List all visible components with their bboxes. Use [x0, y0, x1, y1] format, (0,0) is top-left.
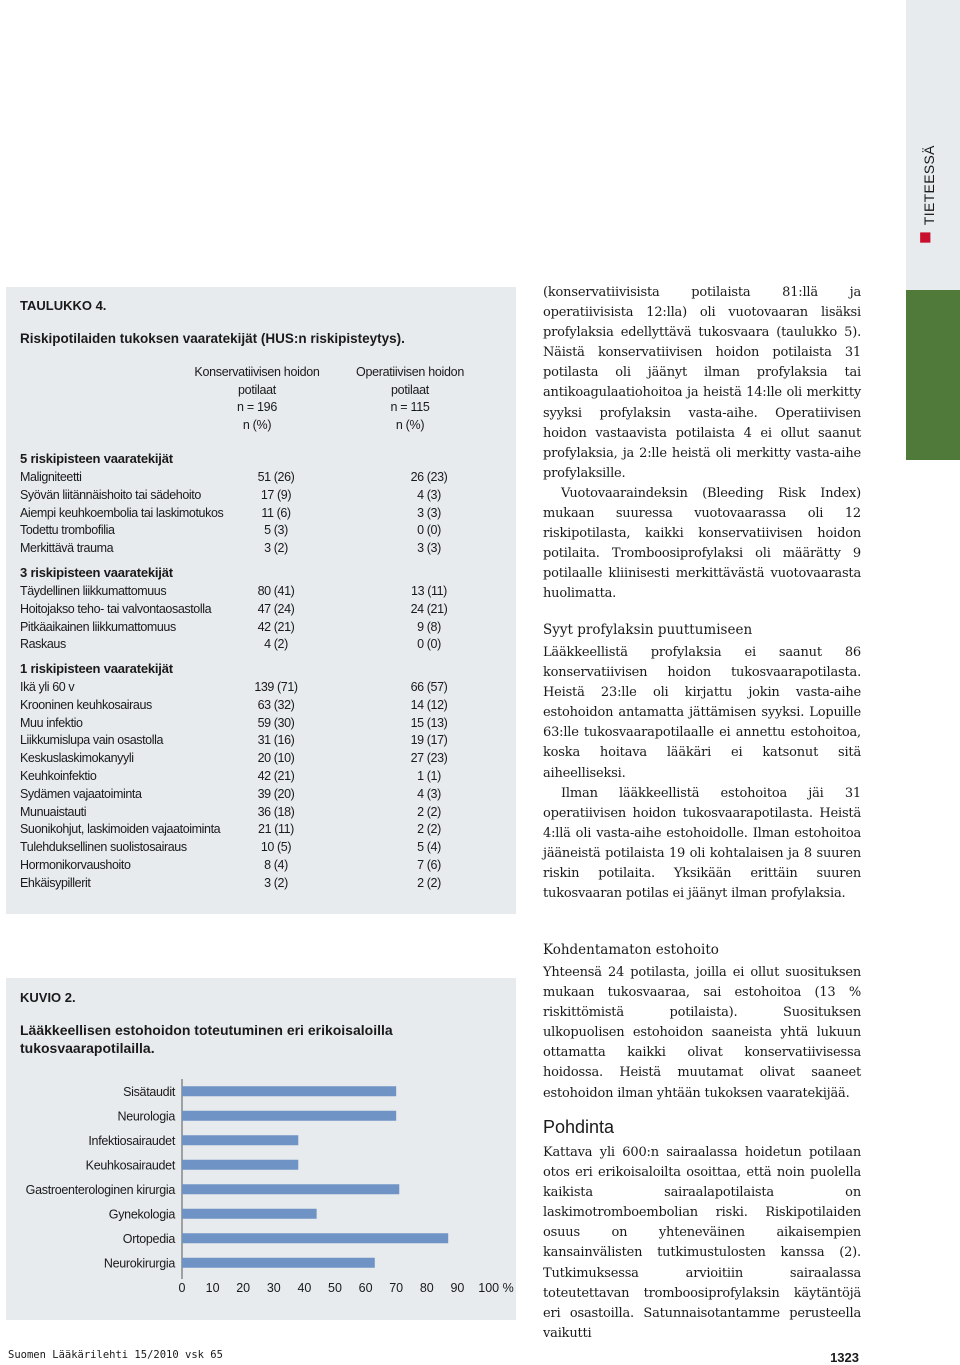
table-cell-conservative: 47 (24) — [257, 601, 295, 616]
table-cell-operative: 9 (8) — [417, 619, 441, 634]
table-cell-label: Aiempi keuhkoembolia tai laskimotukos — [20, 505, 224, 520]
table-cell-label: Maligniteetti — [20, 470, 82, 484]
table-cell-conservative: 39 (20) — [257, 786, 295, 801]
table-row — [20, 751, 480, 769]
table-cell-operative: 15 (13) — [410, 715, 448, 730]
bar-chart — [6, 1075, 516, 1300]
table-cell-operative: 0 (0) — [417, 637, 441, 652]
table-cell-label: Hoitojakso teho- tai valvontaosastolla — [20, 601, 212, 616]
table-cell-operative: 2 (2) — [417, 875, 441, 890]
table-cell-operative: 19 (17) — [410, 733, 448, 748]
figure-label: KUVIO 2. — [20, 990, 76, 1005]
table-cell-label: Suonikohjut, laskimoiden vajaatoiminta — [20, 822, 221, 837]
category-label: Infektiosairaudet — [88, 1133, 175, 1148]
x-tick-label: 20 — [236, 1281, 251, 1295]
figure-title: Lääkkeellisen estohoidon toteutuminen eri erikoisaloilla tukosvaarapotilailla. — [20, 1022, 393, 1056]
table-cell-label: Raskaus — [20, 637, 66, 652]
table-cell-label: Täydellinen liikkumattomuus — [20, 584, 167, 598]
x-tick-label: 0 — [178, 1281, 186, 1295]
table-cell-conservative: 80 (41) — [257, 584, 295, 598]
article-paragraph-1: (konservatiivisista potilaista 81:llä ja operatiivisista 12:lla) oli vuotovaaran lisäksi profylaksia edellyttävä tukosvaara (taulukko 5). Näistä konservatiivisen hoidon potilaista 31 potilasta oli jäänyt ilman profylaksia tai antikoagulaatiohoitoa ja heistä 14:lle oli merkitty syyksi profylaksin vasta-aihe. Operatiivisen hoidon vastaavista potilaista 4 ei ollut saanut profylaksia, ja 2:lle heistä oli merkitty vasta-aihe profylaksille. Vuotovaaraindeksin (Bleeding Risk Index) mukaan suuressa vuotovaarassa oli 12 riskipotilasta, kaikki konservatiivisen hoidon potilaita. Tromboosiprofylaksi oli määrätty 9 potilaalle kliinisesti merkittävästä vuotovaarasta huolimatta. — [543, 285, 861, 602]
table-row — [20, 470, 480, 488]
table-cell-conservative: 139 (71) — [254, 680, 298, 694]
table-cell-conservative: 3 (2) — [264, 875, 288, 890]
table-cell-label: Merkittävä trauma — [20, 541, 114, 556]
table-cell-conservative: 42 (21) — [257, 769, 295, 783]
table-col2-header: Operatiivisen hoidon potilaat n = 115 n (%) — [356, 365, 464, 432]
article-paragraph-3: Lääkkeellistä profylaksia ei saanut 86 konservatiivisen hoidon tukosvaarapotilasta. Heistä 23:lle oli kirjattu jokin vasta-aihe estohoidon antamatta jättämisen syyksi. Lopuille 63:lle tukosvaarapotilaalle ei annettu estohoitoa, koska hoitava lääkäri ei katsonut sitä aiheelliseksi. Ilman lääkkeellistä estohoitoa jäi 31 operatiivisen hoidon tukosvaarapotilasta. Heistä 4:llä oli vasta-aihe estohoidolle. Ilman estohoitoa jääneistä potilaista 19 oli kohtalaisen ja 8 suuren riskin potilaita. Yksikään erittäin suuren tukosvaaran potilas ei jäänyt ilman profylaksia. — [543, 645, 861, 902]
table-row — [20, 787, 480, 805]
category-label: Gynekologia — [108, 1207, 175, 1222]
table-cell-conservative: 59 (30) — [257, 715, 295, 730]
side-tab-green — [906, 290, 960, 460]
table-cell-conservative: 31 (16) — [257, 733, 295, 748]
table-cell-operative: 24 (21) — [410, 601, 448, 616]
table-cell-label: Ehkäisypillerit — [20, 875, 91, 890]
x-tick-label: 80 — [419, 1281, 434, 1295]
table-cell-label: Syövän liitännäishoito tai sädehoito — [20, 487, 201, 502]
x-tick-label: 30 — [266, 1281, 281, 1295]
table-cell-operative: 0 (0) — [417, 523, 441, 538]
table-cell-operative: 2 (2) — [417, 804, 441, 819]
table-row — [20, 698, 480, 716]
table-cell-operative: 66 (57) — [410, 680, 448, 694]
category-label: Neurokirurgia — [103, 1256, 175, 1271]
table-section-heading: 3 riskipisteen vaaratekijät — [20, 565, 173, 580]
table-cell-label: Krooninen keuhkosairaus — [20, 697, 152, 712]
table-row — [20, 733, 480, 751]
table-row — [20, 805, 480, 823]
table-row — [20, 680, 480, 698]
category-label: Gastroenterologinen kirurgia — [25, 1182, 175, 1197]
bar — [182, 1209, 317, 1219]
table-cell-label: Hormonikorvaushoito — [20, 858, 131, 872]
table-cell-operative: 26 (23) — [410, 470, 448, 484]
heading-pohdinta: Pohdinta — [543, 1117, 615, 1137]
table-row — [20, 602, 480, 620]
x-tick-label: 100 % — [478, 1281, 514, 1295]
table-cell-label: Keuhkoinfektio — [20, 769, 97, 783]
table-row — [20, 769, 480, 787]
table-cell-label: Liikkumislupa vain osastolla — [20, 733, 164, 748]
table-cell-label: Tulehduksellinen suolistosairaus — [20, 840, 187, 855]
section-tab-text: TIETEESSÄ — [921, 145, 938, 226]
table-cell-operative: 13 (11) — [411, 584, 447, 598]
table-cell-operative: 3 (3) — [417, 505, 441, 520]
table-cell-operative: 4 (3) — [417, 786, 441, 801]
table-cell-label: Keskuslaskimokanyyli — [20, 751, 134, 766]
x-tick-label: 40 — [297, 1281, 312, 1295]
table-row — [20, 858, 480, 876]
category-label: Ortopedia — [122, 1231, 175, 1246]
x-tick-label: 10 — [205, 1281, 220, 1295]
table-row — [20, 716, 480, 734]
table-cell-conservative: 4 (2) — [264, 637, 288, 652]
x-tick-label: 60 — [358, 1281, 373, 1295]
bar — [182, 1258, 375, 1268]
table-cell-label: Pitkäaikainen liikkumattomuus — [20, 619, 176, 634]
table-cell-conservative: 36 (18) — [257, 804, 295, 819]
category-label: Neurologia — [117, 1109, 175, 1124]
table-cell-operative: 4 (3) — [417, 487, 441, 502]
bar — [182, 1184, 399, 1194]
table-cell-conservative: 17 (9) — [260, 487, 292, 502]
table-cell-operative: 7 (6) — [417, 858, 441, 872]
section-accent-square — [920, 232, 930, 242]
table-section-heading: 5 riskipisteen vaaratekijät — [20, 451, 173, 466]
table-cell-operative: 2 (2) — [417, 822, 441, 837]
table-cell-label: Ikä yli 60 v — [20, 680, 75, 694]
table-cell-conservative: 51 (26) — [257, 470, 295, 484]
section-tab-label — [906, 140, 946, 250]
table-title: Riskipotilaiden tukoksen vaaratekijät (HUS:n riskipisteytys). — [20, 331, 405, 346]
table-cell-label: Todettu trombofilia — [20, 523, 115, 538]
x-tick-label: 90 — [450, 1281, 465, 1295]
heading-syyt: Syyt profylaksin puuttumiseen — [543, 622, 753, 638]
table-cell-label: Munuaistauti — [20, 804, 87, 819]
table-row — [20, 840, 480, 858]
table-row — [20, 584, 480, 602]
table-cell-conservative: 20 (10) — [257, 751, 295, 766]
table-cell-conservative: 10 (5) — [260, 840, 292, 855]
category-label: Keuhkosairaudet — [85, 1158, 175, 1173]
table-cell-label: Muu infektio — [20, 715, 83, 730]
table-row — [20, 523, 480, 541]
journal-footer: Suomen Lääkärilehti 15/2010 vsk 65 — [8, 1349, 223, 1361]
table-row — [20, 506, 480, 524]
table-cell-operative: 5 (4) — [417, 840, 441, 855]
table-row — [20, 876, 480, 894]
bar — [182, 1086, 396, 1096]
table-row — [20, 822, 480, 840]
heading-kohdentamaton: Kohdentamaton estohoito — [543, 942, 719, 958]
table-label: TAULUKKO 4. — [20, 298, 107, 313]
bar — [182, 1135, 298, 1145]
x-tick-label: 50 — [328, 1281, 342, 1295]
article-paragraph-5: Yhteensä 24 potilasta, joilla ei ollut suosituksen mukaan tukosvaaraa, sai estohoitoa (13 % riskittömistä potilaista). Suosituksen ulkopuolisen estohoidon saaneista yhtä lukuun ottamatta kaikki olivat konservatiivisessa hoidossa. Heistä muutamat olivat saaneet estohoidon ilman yhtään tukoksen vaaratekijää. — [543, 965, 861, 1101]
table-cell-conservative: 11 (6) — [261, 505, 291, 520]
bar — [182, 1111, 396, 1121]
table-cell-conservative: 8 (4) — [264, 858, 288, 872]
table-row — [20, 541, 480, 559]
article-paragraph-6: Kattava yli 600:n sairaalassa hoidetun potilaan otos eri erikoisaloilta osoittaa, että noin puolella kaikista sairaalapotilaista on laskimotromboembolian riski. Riskipotilaiden osuus on yhteneväinen aikaisempien kansainvälisten tutkimustulosten kanssa (2). Tutkimuksessa arvioitiin sairaalassa toteutettavan tromboosiprofylaksin käytäntöjä eri osastoilla. Satunnaisotantamme perusteella vaikutti — [543, 1145, 861, 1341]
table-row — [20, 637, 480, 655]
table-row — [20, 488, 480, 506]
table-cell-operative: 14 (12) — [410, 697, 448, 712]
table-cell-conservative: 42 (21) — [257, 619, 295, 634]
table-cell-operative: 1 (1) — [417, 769, 441, 783]
table-cell-conservative: 63 (32) — [257, 697, 295, 712]
table-cell-label: Sydämen vajaatoiminta — [20, 786, 142, 801]
bar — [182, 1233, 448, 1243]
page-number: 1323 — [830, 1350, 859, 1365]
x-tick-label: 70 — [389, 1281, 404, 1295]
table-col1-header: Konservatiivisen hoidon potilaat n = 196 n (%) — [194, 365, 320, 432]
category-label: Sisätaudit — [123, 1084, 175, 1099]
table-cell-operative: 3 (3) — [417, 541, 441, 556]
table-cell-conservative: 5 (3) — [264, 523, 288, 538]
bar — [182, 1160, 298, 1170]
table-row — [20, 620, 480, 638]
table-cell-operative: 27 (23) — [410, 751, 448, 766]
table-section-heading: 1 riskipisteen vaaratekijät — [20, 661, 173, 676]
table-cell-conservative: 21 (11) — [258, 822, 294, 837]
table-cell-conservative: 3 (2) — [264, 541, 288, 556]
